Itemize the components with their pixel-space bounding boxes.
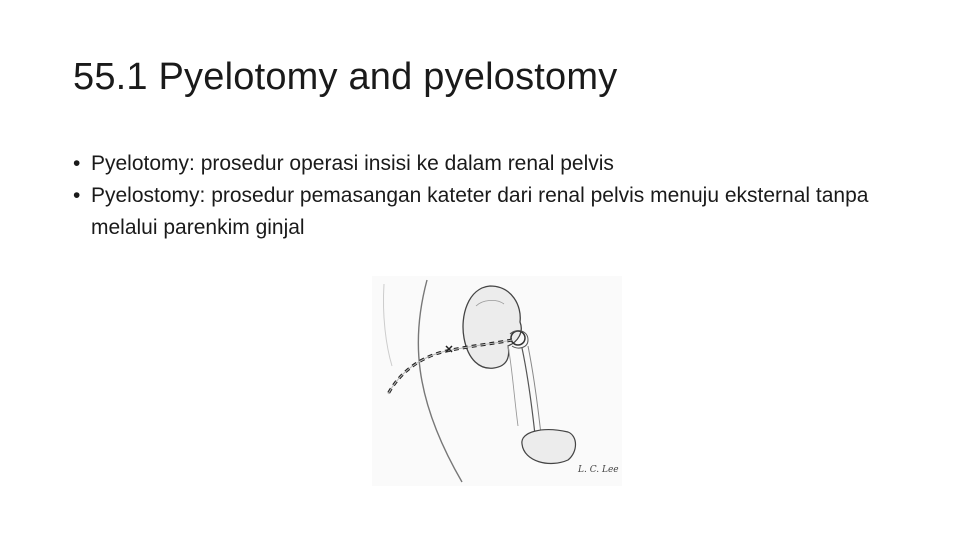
kidney-catheter-illustration	[372, 276, 622, 486]
bullet-list	[73, 148, 893, 244]
bullet-marker: •	[73, 184, 81, 207]
bullet-item-pyelostomy	[73, 180, 893, 244]
kidney-drawing	[372, 276, 622, 486]
bullet-text: Pyelotomy: prosedur operasi insisi ke dalam renal pelvis	[91, 152, 614, 175]
bullet-text: Pyelostomy: prosedur pemasangan kateter dari renal pelvis menuju eksternal tanpa melalui parenkim ginjal	[91, 184, 869, 239]
bullet-item-pyelotomy	[73, 148, 893, 180]
bullet-marker: •	[73, 152, 81, 175]
slide-title: 55.1 Pyelotomy and pyelostomy	[73, 56, 618, 98]
artist-signature: L. C. Lee	[578, 465, 619, 475]
